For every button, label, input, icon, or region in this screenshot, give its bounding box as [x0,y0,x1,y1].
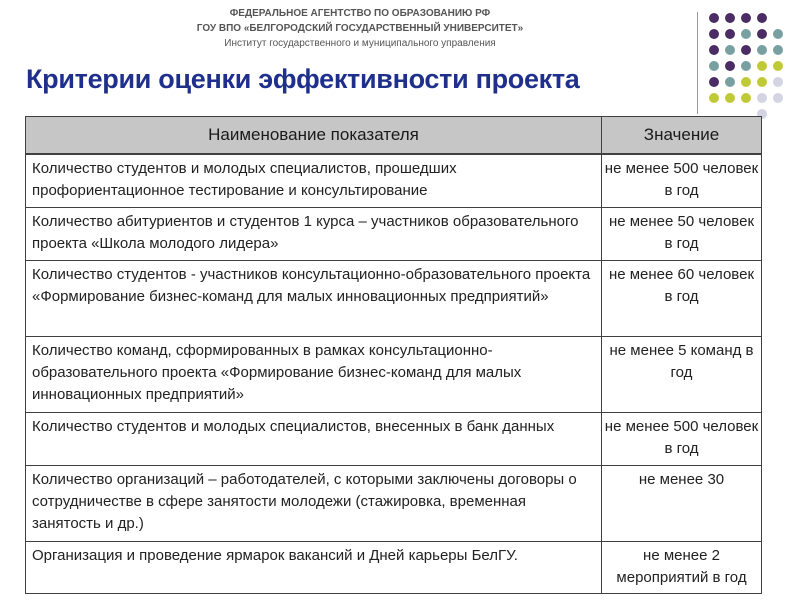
indicator-name: Количество студентов и молодых специалистов, внесенных в банк данных [26,412,602,465]
decor-dot [757,61,767,71]
column-header-value: Значение [602,117,762,155]
table-row [26,541,762,593]
header-university: ГОУ ВПО «БЕЛГОРОДСКИЙ ГОСУДАРСТВЕННЫЙ УНИВЕРСИТЕТ» [196,23,524,34]
decor-dot [725,13,735,23]
decor-dot [725,45,735,55]
decor-dot [757,77,767,87]
decor-dot [709,45,719,55]
decor-dot [741,29,751,39]
decor-dot [709,13,719,23]
column-header-name: Наименование показателя [26,117,602,155]
indicator-value: не менее 5 команд в год [602,336,762,412]
indicator-value: не менее 60 человек в год [602,260,762,336]
table-header-row [26,117,762,155]
criteria-table [25,116,762,594]
decor-dot [741,45,751,55]
indicator-name: Количество организаций – работодателей, с которыми заключены договоры о сотрудничестве в сфере занятости молодежи (стажировка, временная занятость и др.) [26,465,602,541]
decor-dot [757,13,767,23]
decor-dot [773,77,783,87]
decor-dot [741,61,751,71]
decor-dot [725,77,735,87]
decor-dot [709,61,719,71]
decor-dot [773,93,783,103]
header-institute: Институт государственного и муниципального управления [224,38,496,49]
decor-dot [757,29,767,39]
indicator-value: не менее 50 человек в год [602,207,762,260]
table-row [26,465,762,541]
decor-dot [741,13,751,23]
decor-dot [725,61,735,71]
decor-dot [773,61,783,71]
indicator-value: не менее 500 человек в год [602,412,762,465]
decor-dot [709,77,719,87]
indicator-name: Организация и проведение ярмарок вакансий и Дней карьеры БелГУ. [26,541,602,593]
decor-dot [725,93,735,103]
decor-dot [757,45,767,55]
slide-header [150,6,570,51]
decor-dot [741,93,751,103]
indicator-name: Количество абитуриентов и студентов 1 курса – участников образовательного проекта «Школа молодого лидера» [26,207,602,260]
indicator-value: не менее 2 мероприятий в год [602,541,762,593]
decor-dot [709,93,719,103]
indicator-name: Количество команд, сформированных в рамках консультационно-образовательного проекта «Формирование бизнес-команд для малых инновационных предприятий» [26,336,602,412]
table-row [26,336,762,412]
decor-dot [773,29,783,39]
indicator-value: не менее 30 [602,465,762,541]
header-agency: ФЕДЕРАЛЬНОЕ АГЕНТСТВО ПО ОБРАЗОВАНИЮ РФ [229,8,491,19]
table-row [26,154,762,207]
table-row [26,412,762,465]
decor-dot [709,29,719,39]
decor-dot [757,93,767,103]
decor-dot [773,45,783,55]
indicator-value: не менее 500 человек в год [602,154,762,207]
slide-title: Критерии оценки эффективности проекта [26,64,580,94]
decor-dot [741,77,751,87]
table-row [26,260,762,336]
indicator-name: Количество студентов - участников консультационно-образовательного проекта «Формирование бизнес-команд для малых инновационных предприятий» [26,260,602,336]
decor-dot [725,29,735,39]
table-row [26,207,762,260]
decor-divider [697,12,698,114]
indicator-name: Количество студентов и молодых специалистов, прошедших профориентационное тестирование и консультирование [26,154,602,207]
